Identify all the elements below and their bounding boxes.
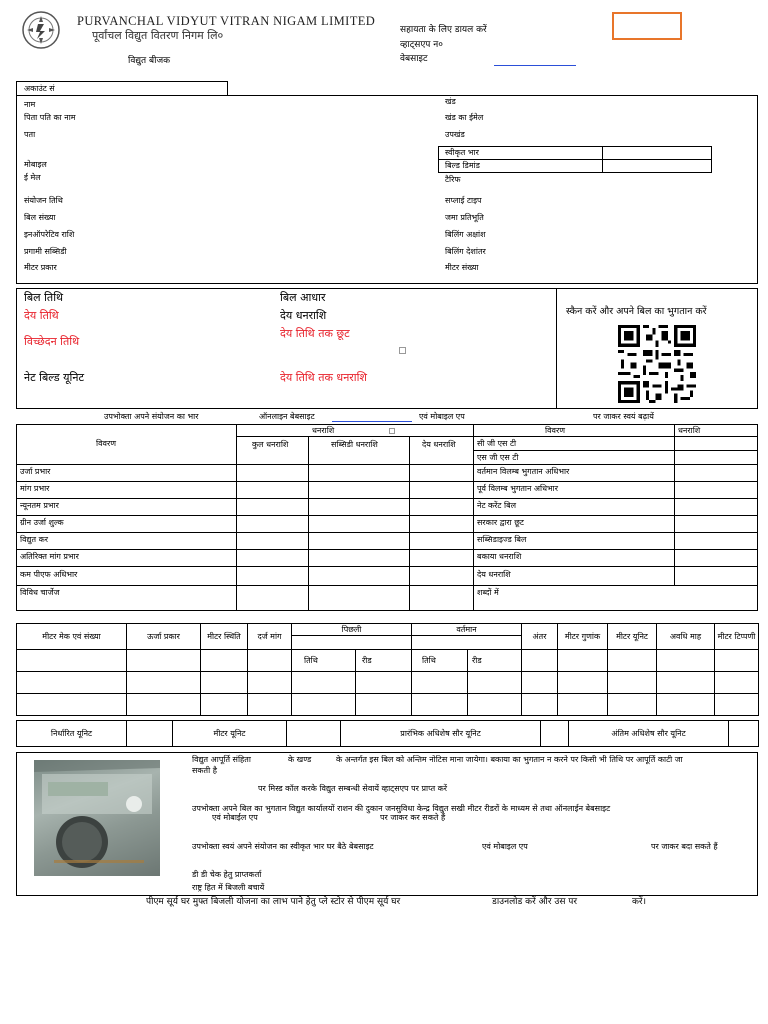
footer-end: करें। [632,897,647,907]
charges-col-4 [473,424,474,611]
note-load-change: उपभोक्ता स्वयं अपने संयोजन का स्वीकृत भार घर बैठे बेबसाइट [192,842,374,851]
charges-row-l6 [16,566,758,567]
meter-readings-table [16,623,759,716]
meter-header-remark: मीटर टिप्पणी [715,624,759,650]
company-name-hi: पूर्वांचल विद्युत वितरण निगम लि० [92,29,224,42]
document-title: विद्युत बीजक [128,56,171,66]
charges-right-header-amount: धनराशि [678,426,701,435]
units-meter-label: मीटर यूनिट [173,721,287,747]
label-security-deposit: जमा प्रतिभूति [445,213,484,222]
meter-header-units: मीटर यूनिट [608,624,657,650]
load-demand-col [602,146,603,173]
charges-row-h2 [473,436,758,437]
label-net-billed-units: नेट बिल्ड यूनिट [24,371,85,384]
prev-read-label: रीड [356,650,412,672]
meter-cell [127,672,201,694]
footer-download: डाउनलोड करें और उस पर [492,897,578,907]
company-name-en: PURVANCHAL VIDYUT VITRAN NIGAM LIMITED [77,14,376,28]
online-load-text-3: एवं मोबाइल एप [419,412,465,421]
meter-cell [522,672,558,694]
checkbox-icon [399,347,406,354]
charge-minimum: न्यूनतम प्रभार [20,501,59,510]
charges-right-header-desc: विवरण [545,426,566,435]
charge-subsidized-bill: सब्सिडाइज्ड बिल [477,535,527,544]
label-bill-basis: बिल आधार [280,291,326,304]
label-supply-type: सप्लाई टाइप [445,196,482,205]
note-load-change-app: एवं मोबाइल एप [482,842,528,851]
meter-header-make: मीटर मेक एवं संख्या [17,624,127,650]
meter-header-previous: पिछली [292,624,412,636]
whatsapp-label: व्हाट्सएप न० [400,40,443,50]
charge-sgst: एस जी एस टी [477,453,519,462]
units-meter-value [287,721,341,747]
meter-cell [356,672,412,694]
charges-row-h3 [16,464,758,465]
note-final-notice-cont: सकती है [192,766,217,775]
charge-green-energy: ग्रीन उर्जा शुल्क [20,518,64,527]
charges-table [16,424,758,611]
label-division: खंड [445,97,456,106]
label-division-email: खंड का ईमेल [445,113,484,122]
label-email: ई मेल [24,173,41,182]
meter-cell [657,694,715,716]
note-supply-code: विद्युत आपूर्ति संहिता [192,755,251,764]
charges-col-5 [674,424,675,585]
label-tariff: टैरिफ [445,175,461,184]
units-table [16,720,759,747]
charges-header-amount: धनराशि [312,426,335,435]
meter-header-demand: दर्ज मांग [248,624,292,650]
units-opening-solar-value [541,721,569,747]
charge-payable: देय धनराशि [477,570,511,579]
website-link-underline[interactable] [494,65,576,66]
label-rebate-till-due: देय तिथि तक छूट [280,327,350,340]
note-mobile-app: एवं मोबाईल एप [212,813,258,822]
meter-cell [201,650,248,672]
footer-pm-surya-ghar: पीएम सूर्य घर मुफ्त बिजली योजना का लाभ पाने हेतु प्ले स्टोर से पीएम सूर्य घर [146,897,401,907]
meter-cell [248,694,292,716]
qr-section-divider [556,288,557,409]
label-billed-demand: बिल्ड डिमांड [445,161,480,170]
label-amount-by-due: देय तिथि तक धनराशि [280,371,367,384]
units-assessed-label: निर्धारित यूनिट [17,721,127,747]
meter-cell [248,672,292,694]
note-final-notice: के अन्तर्गत इस बिल को अन्तिम नोटिस माना जायेगा। बकाया का भुगतान न करने पर किसी भी तिथि पर आपूर्ति काटी जा [336,755,683,764]
payment-qr-code[interactable] [617,325,697,403]
charges-row-l3 [16,515,758,516]
account-no-label: अकाउंट सं [24,84,55,93]
label-due-amount: देय धनराशि [280,309,327,322]
note-save-electricity: राष्ट्र हित में बिजली बचायें [192,883,265,892]
meter-cell [522,650,558,672]
charges-row-l7 [16,585,758,586]
note-missed-call: पर मिस्ड कॉल करके विद्युत सम्बन्धी सेवायें व्हाट्सएप पर प्राप्त करें [258,784,448,793]
charge-low-pf: कम पीएफ अधिभार [20,570,78,579]
checkbox-icon-2 [389,428,395,434]
meter-cell [248,650,292,672]
meter-cell [412,672,468,694]
note-dd-cheque: डी डी चेक हेतु प्राप्तकर्ता [192,870,262,879]
website-label: वेबसाइट [400,54,428,64]
meter-cell [17,694,127,716]
charges-col-1 [236,424,237,611]
label-name: नाम [24,100,36,109]
label-connection-date: संयोजन तिथि [24,196,63,205]
charges-row-l1 [16,481,758,482]
charges-header-desc: विवरण [96,439,117,448]
meter-header-current: वर्तमान [412,624,522,636]
meter-cell [127,650,201,672]
note-can-pay: पर जाकर कर सकते हैं [380,813,446,822]
prev-date-label: तिथि [292,650,356,672]
meter-empty-prev [292,636,412,650]
charges-row-l2 [16,498,758,499]
meter-cell [127,694,201,716]
account-details-box [16,95,758,284]
label-bill-date: बिल तिथि [24,291,64,304]
online-load-text-2: ऑनलाइन बेबसाइट [259,412,315,421]
meter-cell [522,694,558,716]
meter-cell [715,672,759,694]
charges-row-r1 [473,450,758,451]
meter-cell [292,694,356,716]
meter-cell [558,694,608,716]
charges-header-total: कुल धनराशि [252,440,289,449]
meter-cell [608,672,657,694]
label-disconnection-date: विच्छेदन तिथि [24,335,80,348]
meter-cell [608,694,657,716]
meter-cell [17,650,127,672]
label-subdivision: उपखंड [445,130,465,139]
charges-row-l5 [16,549,758,550]
charge-misc: विविध चार्जेज [20,588,60,597]
meter-empty-curr [412,636,522,650]
charge-energy: उर्जा प्रभार [20,467,51,476]
label-bill-number: बिल संख्या [24,213,56,222]
load-demand-divider [438,159,712,160]
qr-scan-text: स्कैन करें और अपने बिल का भुगतान करें [566,306,707,317]
label-progressive-subsidy: प्रगामी सब्सिडी [24,247,67,256]
charge-demand: मांग प्रभार [20,484,50,493]
meter-header-status: मीटर स्थिति [201,624,248,650]
helpline-label: सहायता के लिए डायल करें [400,25,487,35]
units-closing-solar-value [729,721,759,747]
curr-date-label: तिथि [412,650,468,672]
meter-cell [657,672,715,694]
meter-cell [657,650,715,672]
label-father-name: पिता पति का नाम [24,113,76,122]
meter-cell [468,672,522,694]
units-closing-solar-label: अंतिम अधिशेष सौर यूनिट [569,721,729,747]
units-opening-solar-label: प्रारंभिक अधिशेष सौर यूनिट [341,721,541,747]
label-mobile: मोबाइल [24,160,47,169]
meter-cell [412,694,468,716]
label-inoperative-amount: इनऑपरेटिव राशि [24,230,75,239]
note-load-change-end: पर जाकर बदा सकते हैं [651,842,718,851]
meter-cell [558,672,608,694]
label-billing-longitude: बिलिंग देशांतर [445,247,486,256]
label-meter-number: मीटर संख्या [445,263,479,272]
label-meter-type: मीटर प्रकार [24,263,57,272]
meter-cell [558,650,608,672]
note-clause: के खण्ड [288,755,312,764]
meter-cell [715,694,759,716]
label-sanctioned-load: स्वीकृत भार [445,148,479,157]
meter-header-difference: अंतर [522,624,558,650]
charge-govt-rebate: सरकार द्वारा छूट [477,518,524,527]
online-load-text-1: उपभोक्ता अपने संयोजन का भार [104,412,199,421]
label-billing-latitude: बिलिंग अक्षांश [445,230,486,239]
online-website-link[interactable] [332,421,412,422]
charge-cgst: सी जी एस टी [477,439,517,448]
charge-current-lpsc: वर्तमान विलम्ब भुगतान अधिभार [477,467,570,476]
charge-net-current-bill: नेट करेंट बिल [477,501,517,510]
online-load-text-4: पर जाकर स्वयं बढ़ायें [593,412,654,421]
bill-id-box [612,12,682,40]
curr-read-label: रीड [468,650,522,672]
units-assessed-value [127,721,173,747]
company-logo [16,10,66,50]
meter-header-energy-type: ऊर्जा प्रकार [127,624,201,650]
note-payment-channels: उपभोक्ता अपने बिल का भुगतान विद्युत कार्यालयों राशन की दुकान जनसुविधा केन्द्र विद्युत सखी मीटर रीडरों के माध्यम से तथा ऑनलाईन बेबसाइट [192,804,611,813]
meter-header-period: अवधि माह [657,624,715,650]
label-address: पता [24,130,36,139]
charges-header-payable: देय धनराशि [422,440,456,449]
label-due-date: देय तिथि [24,309,59,322]
meter-cell [468,694,522,716]
charges-row-l4 [16,532,758,533]
meter-cell [292,672,356,694]
charges-header-subsidy: सब्सिडी धनराशि [331,440,378,449]
meter-photo [34,760,160,876]
charge-excess-demand: अतिरिक्त मांग प्रभार [20,552,79,561]
charge-in-words: शब्दों में [477,588,499,597]
meter-header-factor: मीटर गुणांक [558,624,608,650]
meter-cell [201,672,248,694]
meter-cell [17,672,127,694]
charges-row-h1 [236,436,473,437]
meter-cell [608,650,657,672]
charge-previous-lpsc: पूर्व विलम्ब भुगतान अधिभार [477,484,559,493]
charge-electricity-duty: विद्युत कर [20,535,49,544]
charge-arrears: बकाया धनराशि [477,552,522,561]
meter-cell [715,650,759,672]
meter-cell [356,694,412,716]
meter-cell [201,694,248,716]
